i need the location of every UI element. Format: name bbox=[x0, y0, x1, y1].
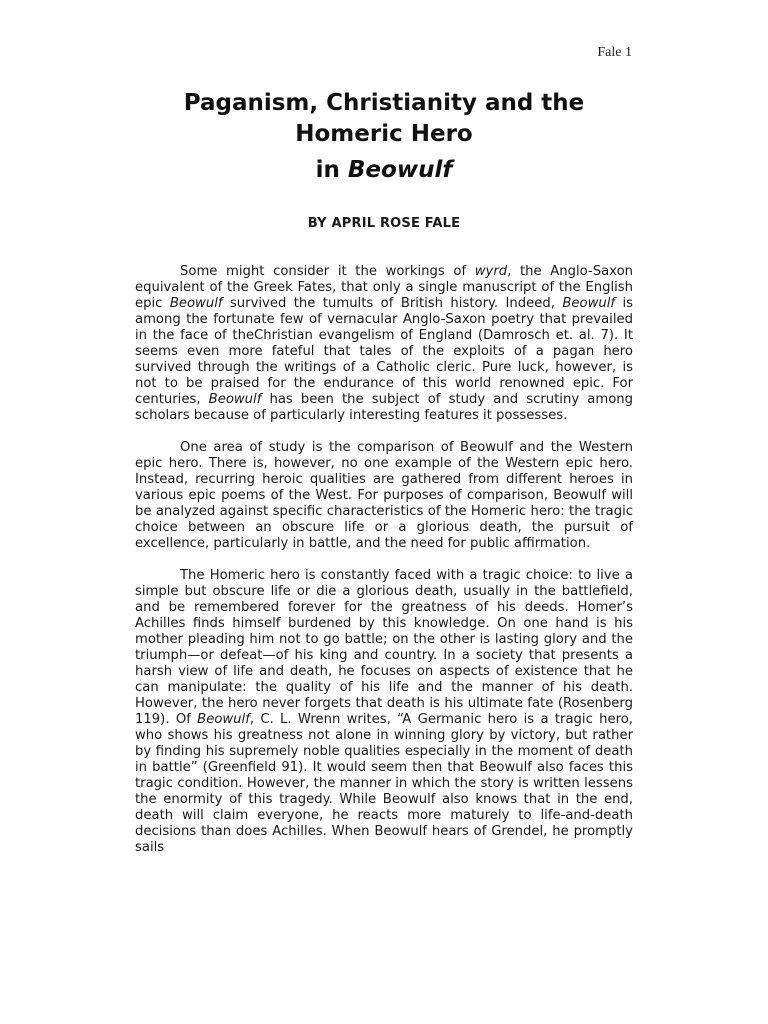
title-italic-beowulf: Beowulf bbox=[347, 157, 453, 183]
italic-term: Beowulf bbox=[169, 296, 223, 311]
title-line-2: Homeric Hero bbox=[295, 121, 473, 147]
text-run: is among the fortunate few of vernacular Anglo-Saxon poetry that prevailed in the face of theChristian evangelism of England (Damrosch et. al. 7). It seems even more fateful that tales of the exploits of a pagan hero survived through the writings of a Catholic cleric. Pure luck, however, is not to be praised for the endurance of this world renowned epic. For centuries, bbox=[135, 296, 634, 407]
paragraph-1 bbox=[135, 264, 633, 424]
text-run: Some might consider it the workings of bbox=[180, 264, 475, 279]
paragraph-2: One area of study is the comparison of Beowulf and the Western epic hero. There is, however, no one example of the Western epic hero. Instead, recurring heroic qualities are gathered from different heroes in various epic poems of the West. For purposes of comparison, Beowulf will be analyzed against specific characteristics of the Homeric hero: the tragic choice between an obscure life or a glorious death, the pursuit of excellence, particularly in battle, and the need for public affirmation. bbox=[135, 440, 633, 551]
text-run: survived the tumults of British history. Indeed, bbox=[222, 296, 563, 311]
paragraph-3 bbox=[135, 568, 633, 856]
author-byline: BY APRIL ROSE FALE bbox=[307, 216, 461, 231]
text-run: , the Anglo-Saxon equivalent of the Greek Fates, that only a single manuscript of the English epic bbox=[135, 264, 633, 311]
document-title bbox=[0, 88, 768, 186]
italic-term: Beowulf bbox=[208, 392, 262, 407]
italic-term: Beowulf bbox=[197, 712, 250, 727]
text-run: has been the subject of study and scrutiny among scholars because of particularly interesting features it possesses. bbox=[135, 392, 633, 423]
text-run: , C. L. Wrenn writes, “A Germanic hero is a tragic hero, who shows his greatness not alone in winning glory by victory, but rather by finding his supremely noble qualities especially in the moment of death in battle” (Greenfield 91). It would seem then that Beowulf also faces this tragic condition. However, the manner in which the story is written lessens the enormity of this tragedy. While Beowulf also knows that in the end, death will claim everyone, he reacts more maturely to life-and-death decisions than does Achilles. When Beowulf hears of Grendel, he promptly sails bbox=[135, 712, 633, 855]
page-number-header: Fale 1 bbox=[597, 45, 632, 60]
italic-term: wyrd bbox=[474, 264, 508, 279]
document-body bbox=[135, 264, 633, 872]
text-run: The Homeric hero is constantly faced with a tragic choice: to live a simple but obscure life or die a glorious death, usually in the battlefield, and be remembered forever for the greatness of his deeds. Homer’s Achilles finds himself burdened by this knowledge. On one hand is his mother pleading him not to go battle; on the other is lasting glory and the triumph—or defeat—of his king and country. In a society that presents a harsh view of life and death, he focuses on aspects of existence that he can manipulate: the quality of his life and the manner of his death. However, the hero never forgets that death is his ultimate fate (Rosenberg 119). Of bbox=[135, 568, 633, 727]
title-line-1: Paganism, Christianity and the bbox=[183, 90, 585, 116]
title-line-3-prefix: in bbox=[315, 157, 348, 183]
title-line-3 bbox=[0, 155, 768, 186]
italic-term: Beowulf bbox=[562, 296, 616, 311]
